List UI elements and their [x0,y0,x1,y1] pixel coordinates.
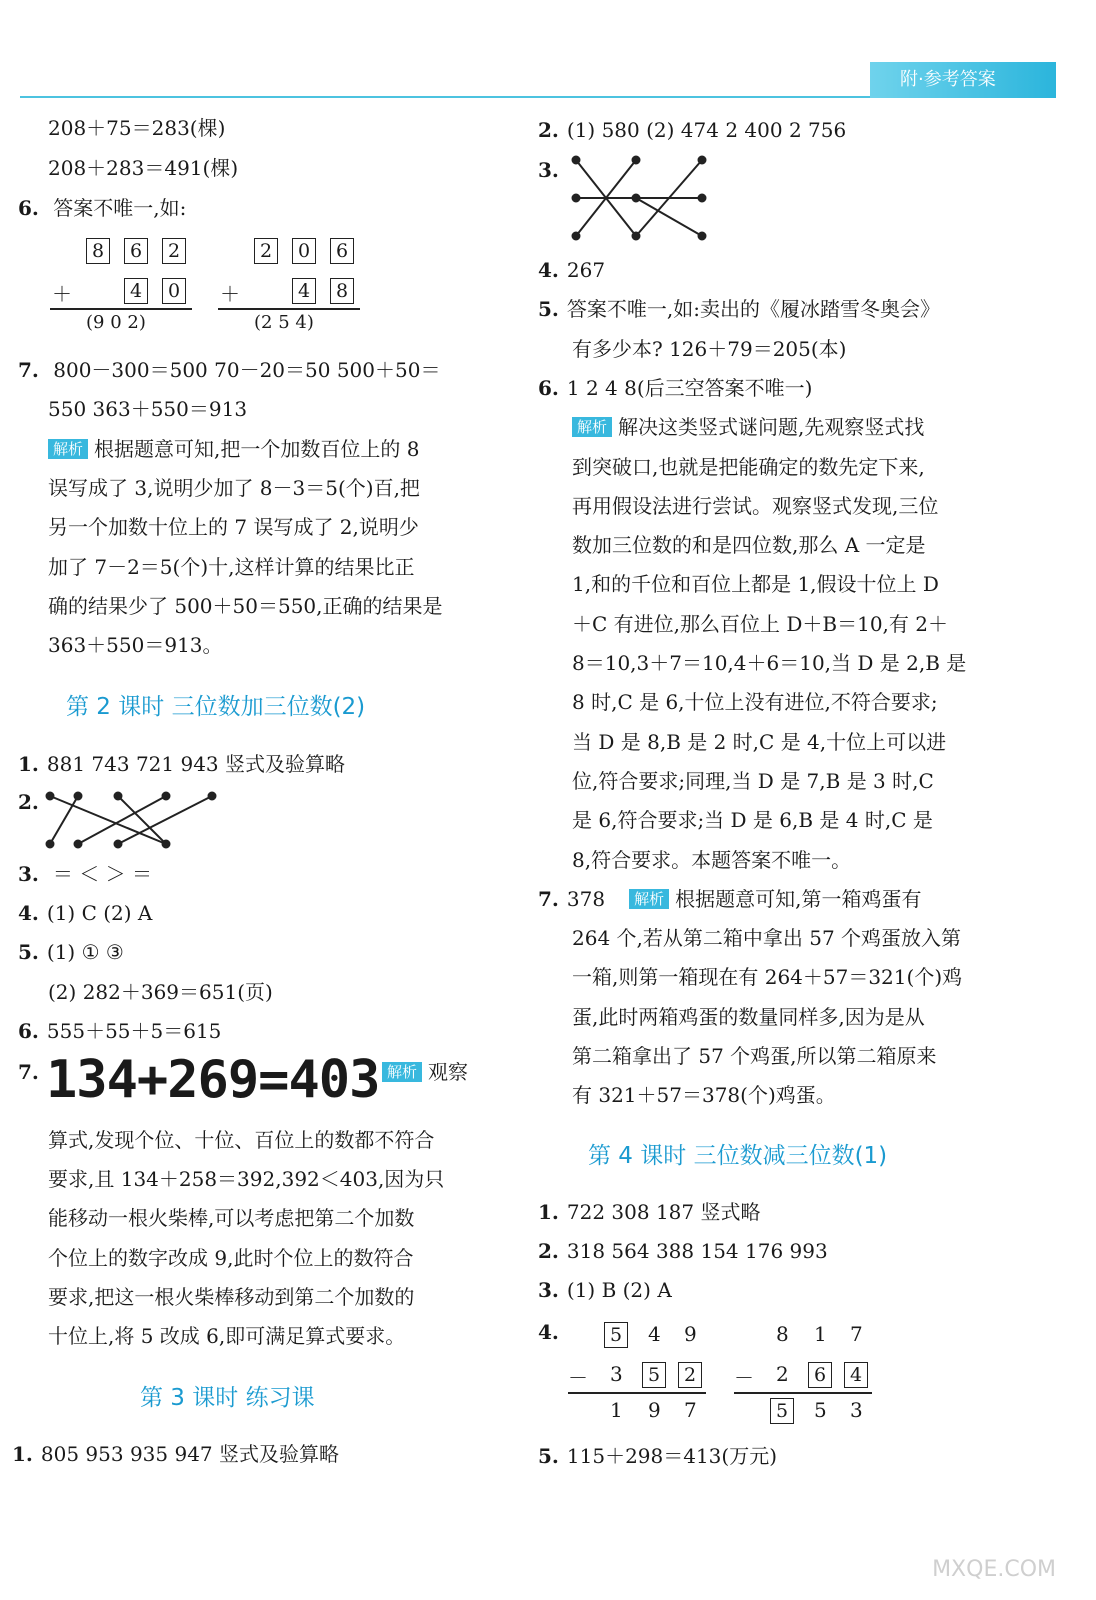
digit-box: 6 [330,238,354,264]
answer-text: 答案不唯一,如:卖出的《履冰踏雪冬奥会》 [566,297,940,321]
analysis-text: 有 321＋57＝378(个)鸡蛋。 [572,1083,836,1107]
answer-tab: 附·参考答案 [870,62,1056,98]
analysis-text: 位,符合要求;同理,当 D 是 7,B 是 3 时,C [572,769,934,793]
question-number: 5. [538,297,559,321]
question-number: 7. [538,887,559,911]
digit-box: 2 [254,238,278,264]
digit-box: 6 [808,1362,832,1388]
analysis-text: ＋C 有进位,那么百位上 D＋B＝10,有 2＋ [572,612,948,636]
digit-box: 2 [678,1362,702,1388]
answer-text: 1 2 4 8(后三空答案不唯一) [566,376,813,400]
sum-line [50,308,192,310]
vertical-subtraction [568,1318,718,1428]
digit-box: 8 [86,238,110,264]
analysis-text: 8,符合要求。本题答案不唯一。 [572,848,852,872]
vertical-subtraction [734,1318,884,1428]
question-number: 2. [18,790,39,814]
digit-box: 4 [292,278,316,304]
analysis-text: 确的结果少了 500＋50＝550,正确的结果是 [48,594,443,618]
digit: 2 [776,1362,789,1386]
header-rule [20,96,870,98]
answer-text: (1) 580 (2) 474 2 400 2 756 [566,118,847,142]
analysis-text: 到突破口,也就是把能确定的数先定下来, [572,455,925,479]
analysis-text: 根据题意可知,第一箱鸡蛋有 [675,887,922,911]
digit-box: 4 [124,278,148,304]
analysis-text: 算式,发现个位、十位、百位上的数都不符合 [48,1128,435,1152]
sum-result: (2 5 4) [254,312,314,333]
analysis-text: 要求,把这一根火柴棒移动到第二个加数的 [48,1285,415,1309]
matchstick-equation: 134+269=403 [46,1050,380,1110]
matching-lines [46,792,226,852]
lesson-heading: 第 2 课时 三位数加三位数(2) [66,694,366,720]
analysis-text: 8 时,C 是 6,十位上没有进位,不符合要求; [572,690,938,714]
analysis-text: 当 D 是 8,B 是 2 时,C 是 4,十位上可以进 [572,730,947,754]
question-number: 6. [18,196,39,220]
analysis-text: 264 个,若从第二箱中拿出 57 个鸡蛋放入第 [572,926,962,950]
question-number: 7. [18,1060,39,1084]
answer-text: 115＋298＝413(万元) [566,1444,778,1468]
digit-box: 0 [292,238,316,264]
analysis-tag: 解析 [382,1062,422,1082]
analysis-text: 另一个加数十位上的 7 误写成了 2,说明少 [48,515,419,539]
digit: 9 [648,1398,661,1422]
digit-box: 4 [844,1362,868,1388]
text-line: 550 363＋550＝913 [48,397,248,421]
question-number: 6. [18,1019,39,1043]
analysis-text: 根据题意可知,把一个加数百位上的 8 [94,437,420,461]
digit-box: 5 [604,1322,628,1348]
digit-box: 8 [330,278,354,304]
vertical-addition [48,234,218,334]
difference-line [734,1392,872,1394]
sum-line [218,308,360,310]
analysis-text: 1,和的千位和百位上都是 1,假设十位上 D [572,572,939,596]
question-number: 2. [538,118,559,142]
question-text: 800－300＝500 70－20＝50 500＋50＝ [53,358,441,382]
analysis-text: 再用假设法进行尝试。观察竖式发现,三位 [572,494,939,518]
analysis-text: 要求,且 134＋258＝392,392＜403,因为只 [48,1167,445,1191]
analysis-text: 是 6,符合要求;当 D 是 6,B 是 4 时,C 是 [572,808,933,832]
lesson-heading: 第 3 课时 练习课 [140,1385,315,1411]
question-number: 5. [18,940,39,964]
digit-box: 0 [162,278,186,304]
lesson-heading: 第 4 课时 三位数减三位数(1) [588,1143,888,1169]
question-number: 5. [538,1444,559,1468]
analysis-text: 蛋,此时两箱鸡蛋的数量同样多,因为是从 [572,1005,925,1029]
answer-text: 267 [566,258,606,282]
question-number: 4. [538,1320,559,1344]
analysis-tag: 解析 [572,417,612,437]
analysis-text: 误写成了 3,说明少加了 8－3＝5(个)百,把 [48,476,420,500]
analysis-text: 363＋550＝913。 [48,633,223,657]
text-line: 208＋75＝283(棵) [48,116,226,140]
question-number: 1. [12,1442,33,1466]
digit: 9 [684,1322,697,1346]
analysis-text: 加了 7－2＝5(个)十,这样计算的结果比正 [48,555,415,579]
minus-sign: － [568,1366,588,1390]
analysis-text: 能移动一根火柴棒,可以考虑把第二个加数 [48,1206,415,1230]
plus-sign: ＋ [220,282,240,306]
plus-sign: ＋ [52,282,72,306]
analysis-tag: 解析 [629,889,669,909]
answer-text: 805 953 935 947 竖式及验算略 [40,1442,340,1466]
answer-text: 378 [566,887,606,911]
analysis-tag: 解析 [48,439,88,459]
digit: 7 [850,1322,863,1346]
answer-text: 有多少本? 126＋79＝205(本) [572,337,847,361]
analysis-text: 解决这类竖式谜问题,先观察竖式找 [618,415,925,439]
sum-result: (9 0 2) [86,312,146,333]
answer-text: ＝ ＜ ＞ ＝ [52,862,152,886]
question-number: 3. [538,1278,559,1302]
answer-text: 881 743 721 943 竖式及验算略 [46,752,346,776]
digit: 8 [776,1322,789,1346]
question-number: 3. [538,158,559,182]
answer-text: (1) ① ③ [46,940,124,964]
analysis-text: 第二箱拿出了 57 个鸡蛋,所以第二箱原来 [572,1044,937,1068]
digit: 7 [684,1398,697,1422]
digit: 1 [814,1322,827,1346]
question-number: 3. [18,862,39,886]
question-text: 答案不唯一,如: [53,196,187,220]
digit-box: 5 [642,1362,666,1388]
question-number: 7. [18,358,39,382]
digit: 4 [648,1322,661,1346]
digit: 1 [610,1398,623,1422]
digit-box: 5 [770,1398,794,1424]
question-number: 4. [538,258,559,282]
answer-text: (2) 282＋369＝651(页) [48,980,273,1004]
analysis-text: 8＝10,3＋7＝10,4＋6＝10,当 D 是 2,B 是 [572,651,967,675]
difference-line [568,1392,706,1394]
question-number: 1. [18,752,39,776]
watermark: MXQE.COM [932,1557,1056,1582]
digit: 3 [610,1362,623,1386]
answer-text: 555＋55＋5＝615 [46,1019,222,1043]
text-line: 208＋283＝491(棵) [48,156,239,180]
analysis-text: 数加三位数的和是四位数,那么 A 一定是 [572,533,926,557]
digit-box: 2 [162,238,186,264]
digit-box: 6 [124,238,148,264]
analysis-text: 观察 [428,1060,469,1084]
question-number: 6. [538,376,559,400]
answer-text: 318 564 388 154 176 993 [566,1239,828,1263]
matching-lines [572,156,712,246]
minus-sign: － [734,1366,754,1390]
answer-text: 722 308 187 竖式略 [566,1200,761,1224]
question-number: 4. [18,901,39,925]
question-number: 1. [538,1200,559,1224]
vertical-addition [216,234,386,334]
analysis-text: 个位上的数字改成 9,此时个位上的数符合 [48,1246,414,1270]
answer-text: (1) B (2) A [566,1278,672,1302]
digit: 3 [850,1398,863,1422]
answer-text: (1) C (2) A [46,901,153,925]
analysis-text: 一箱,则第一箱现在有 264＋57＝321(个)鸡 [572,965,963,989]
digit: 5 [814,1398,827,1422]
analysis-text: 十位上,将 5 改成 6,即可满足算式要求。 [48,1324,406,1348]
question-number: 2. [538,1239,559,1263]
